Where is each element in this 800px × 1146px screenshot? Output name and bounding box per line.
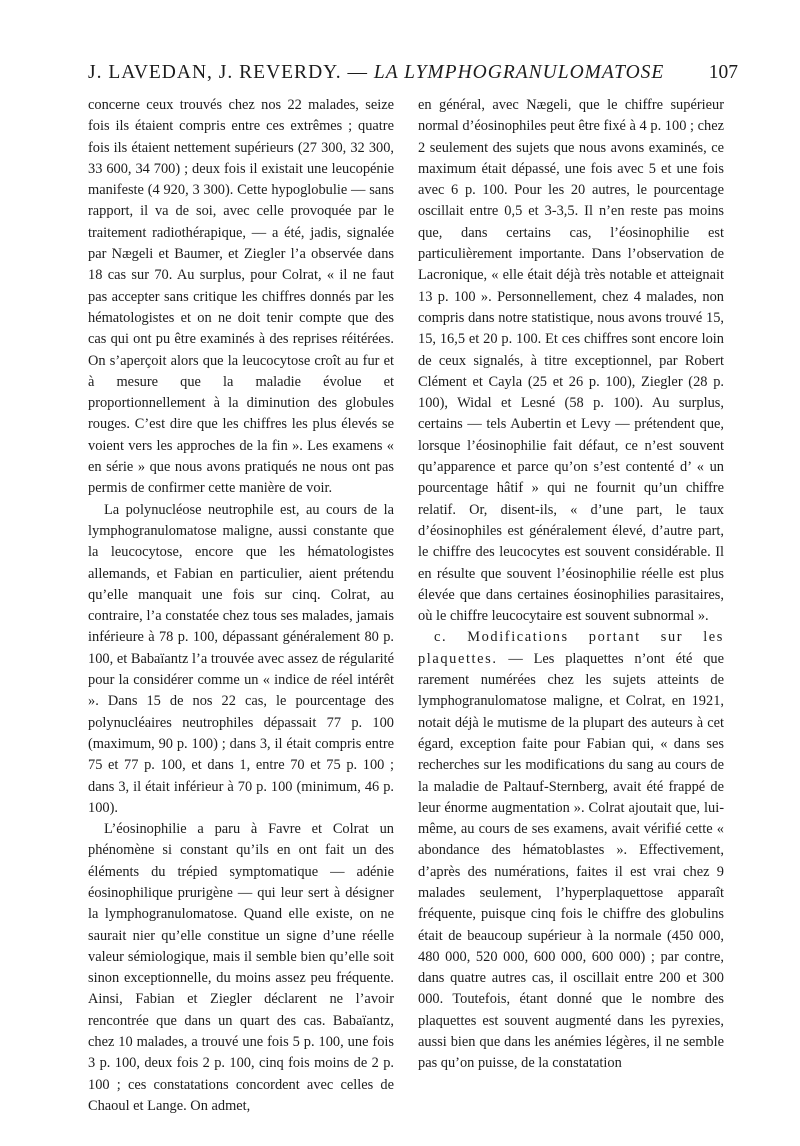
running-header <box>88 58 738 92</box>
header-title: LA LYMPHOGRANULOMATOSE <box>373 62 665 83</box>
right-paragraph-2 <box>418 627 724 1074</box>
section-heading-platelets: c. Modifications portant sur les plaquettes. <box>418 629 724 667</box>
header-authors <box>88 62 664 84</box>
left-column <box>88 95 394 1117</box>
left-paragraph-2: La polynucléose neutrophile est, au cours de la lymphogranulomatose maligne, aussi constante que la leucocytose, encore que les hématologistes allemands, et Fabian en particulier, aient prétendu qu’elle manquait une fois sur cinq. Colrat, au contraire, l’a constatée chez tous ses malades, jamais inférieure à 78 p. 100, dépassant généralement 80 p. 100, et Babaïantz l’a trouvée avec assez de régularité pour la considérer comme un « indice de réel intérêt ». Dans 15 de nos 22 cas, le pourcentage des polynucléaires neutrophiles dépassait 77 p. 100 (maximum, 90 p. 100) ; dans 3, il était compris entre 75 et 77 p. 100, et dans 1, entre 70 et 75 p. 100 ; dans 3, il était inférieur à 70 p. 100 (minimum, 46 p. 100). <box>88 501 394 816</box>
section-text-platelets: — Les plaquettes n’ont été que rarement numérées chez les sujets atteints de lymphogranulomatose maligne, et Colrat, en 1921, notait déjà le mutisme de la plupart des auteurs à cet égard, exception faite pour Fabian qui, « dans ses recherches sur les modifications du sang au cours de la maladie de Paltauf-Sternberg, avait été frappé de leur énorme augmentation ». Colrat ajoutait que, lui-même, au cours de ses examens, avait vérifié cette « abondance des hématoblastes ». Effectivement, d’après des numérations, faites il est vrai chez 9 malades seulement, l’hyperplaquettose apparaît fréquente, puisque cinq fois le chiffre des globulins était de beaucoup supérieur à la normale (450 000, 480 000, 520 000, 600 000, 600 000) ; par contre, dans quatre autres cas, il oscillait entre 200 et 300 000. Toutefois, étant donné que le nombre des plaquettes est souvent augmenté dans les pyrexies, aussi bien que dans les anémies légères, il ne semble pas qu’on puisse, de la constatation <box>418 650 724 1072</box>
left-paragraph-1: concerne ceux trouvés chez nos 22 malades, seize fois ils étaient compris entre ces extrêmes ; quatre fois ils étaient nettement supérieurs (27 300, 32 300, 33 600, 34 700) ; deux fois il existait une leucopénie manifeste (4 920, 3 300). Cette hypoglobulie — sans rapport, il va de soi, avec celle provoquée par le traitement radiothérapique, — a été, jadis, signalée par Nægeli et Baumer, et Ziegler l’a observée dans 18 cas sur 70. Au surplus, pour Colrat, « il ne faut pas accepter sans critique les chiffres donnés par les hématologistes et on ne doit tenir compte que des cas qui ont pu être examinés à des reprises réitérées. On s’aperçoit alors que la leucocytose croît au fur et à mesure que la maladie évolue et proportionnellement à la diminution des globules rouges. C’est dire que les chiffres les plus élevés se voient vers les approches de la fin ». Les examens « en série » que nous avons pratiqués ne nous ont pas permis de confirmer cette manière de voir. <box>88 97 394 497</box>
right-column <box>418 95 724 1075</box>
left-paragraph-3: L’éosinophilie a paru à Favre et Colrat un phénomène si constant qu’ils en ont fait un des éléments du trépied symptomatique — adénie éosinophilique prurigène — qui leur sert à désigner la lymphogranulomatose. Quand elle existe, on ne saurait nier qu’elle constitue un signe d’une réelle valeur sémiologique, mais il semble bien qu’elle soit sinon exceptionnelle, du moins assez peu fréquente. Ainsi, Fabian et Ziegler déclarent ne l’avoir rencontrée que dans un quart des cas. Babaïantz, chez 10 malades, a trouvé une fois 5 p. 100, une fois 3 p. 100, deux fois 2 p. 100, cinq fois moins de 2 p. 100 ; ces constatations concordent avec celles de Chaoul et Lange. On admet, <box>88 821 394 1114</box>
page-number: 107 <box>708 62 738 83</box>
right-paragraph-1: en général, avec Nægeli, que le chiffre supérieur normal d’éosinophiles peut être fixé à 4 p. 100 ; chez 2 seulement des sujets que nous avons examinés, ce maximum était dépassé, une fois avec 5 et une fois avec 6 p. 100. Pour les 20 autres, le pourcentage oscillait entre 0,5 et 3-3,5. Il n’en reste pas moins que, dans certains cas, l’éosinophilie est particulièrement importante. Dans l’observation de Lacronique, « elle était déjà très notable et atteignait 13 p. 100 ». Personnellement, chez 4 malades, non compris dans notre statistique, nous avons trouvé 15, 15, 16,5 et 20 p. 100. Et ces chiffres sont encore loin de ceux signalés, à titre exceptionnel, par Robert Clément et Cayla (25 et 26 p. 100), Ziegler (28 p. 100), Widal et Lesné (58 p. 100). Au surplus, certains — tels Aubertin et Levy — prétendent que, lorsque l’éosinophilie fait défaut, ce n’est souvent qu’apparence et parce qu’on s’est contenté d’ « un pourcentage hâtif » qui ne fournit qu’un chiffre relatif. Or, disent-ils, « d’une part, le taux d’éosinophiles est généralement élevé, d’autre part, le chiffre des leucocytes est souvent considérable. Il en résulte que souvent l’éosinophilie réelle est plus élevée que dans certaines éosinophilies parasitaires, où le chiffre leucocytaire est souvent subnormal ». <box>418 97 724 625</box>
header-authors-text: J. LAVEDAN, J. REVERDY. — <box>88 62 374 83</box>
